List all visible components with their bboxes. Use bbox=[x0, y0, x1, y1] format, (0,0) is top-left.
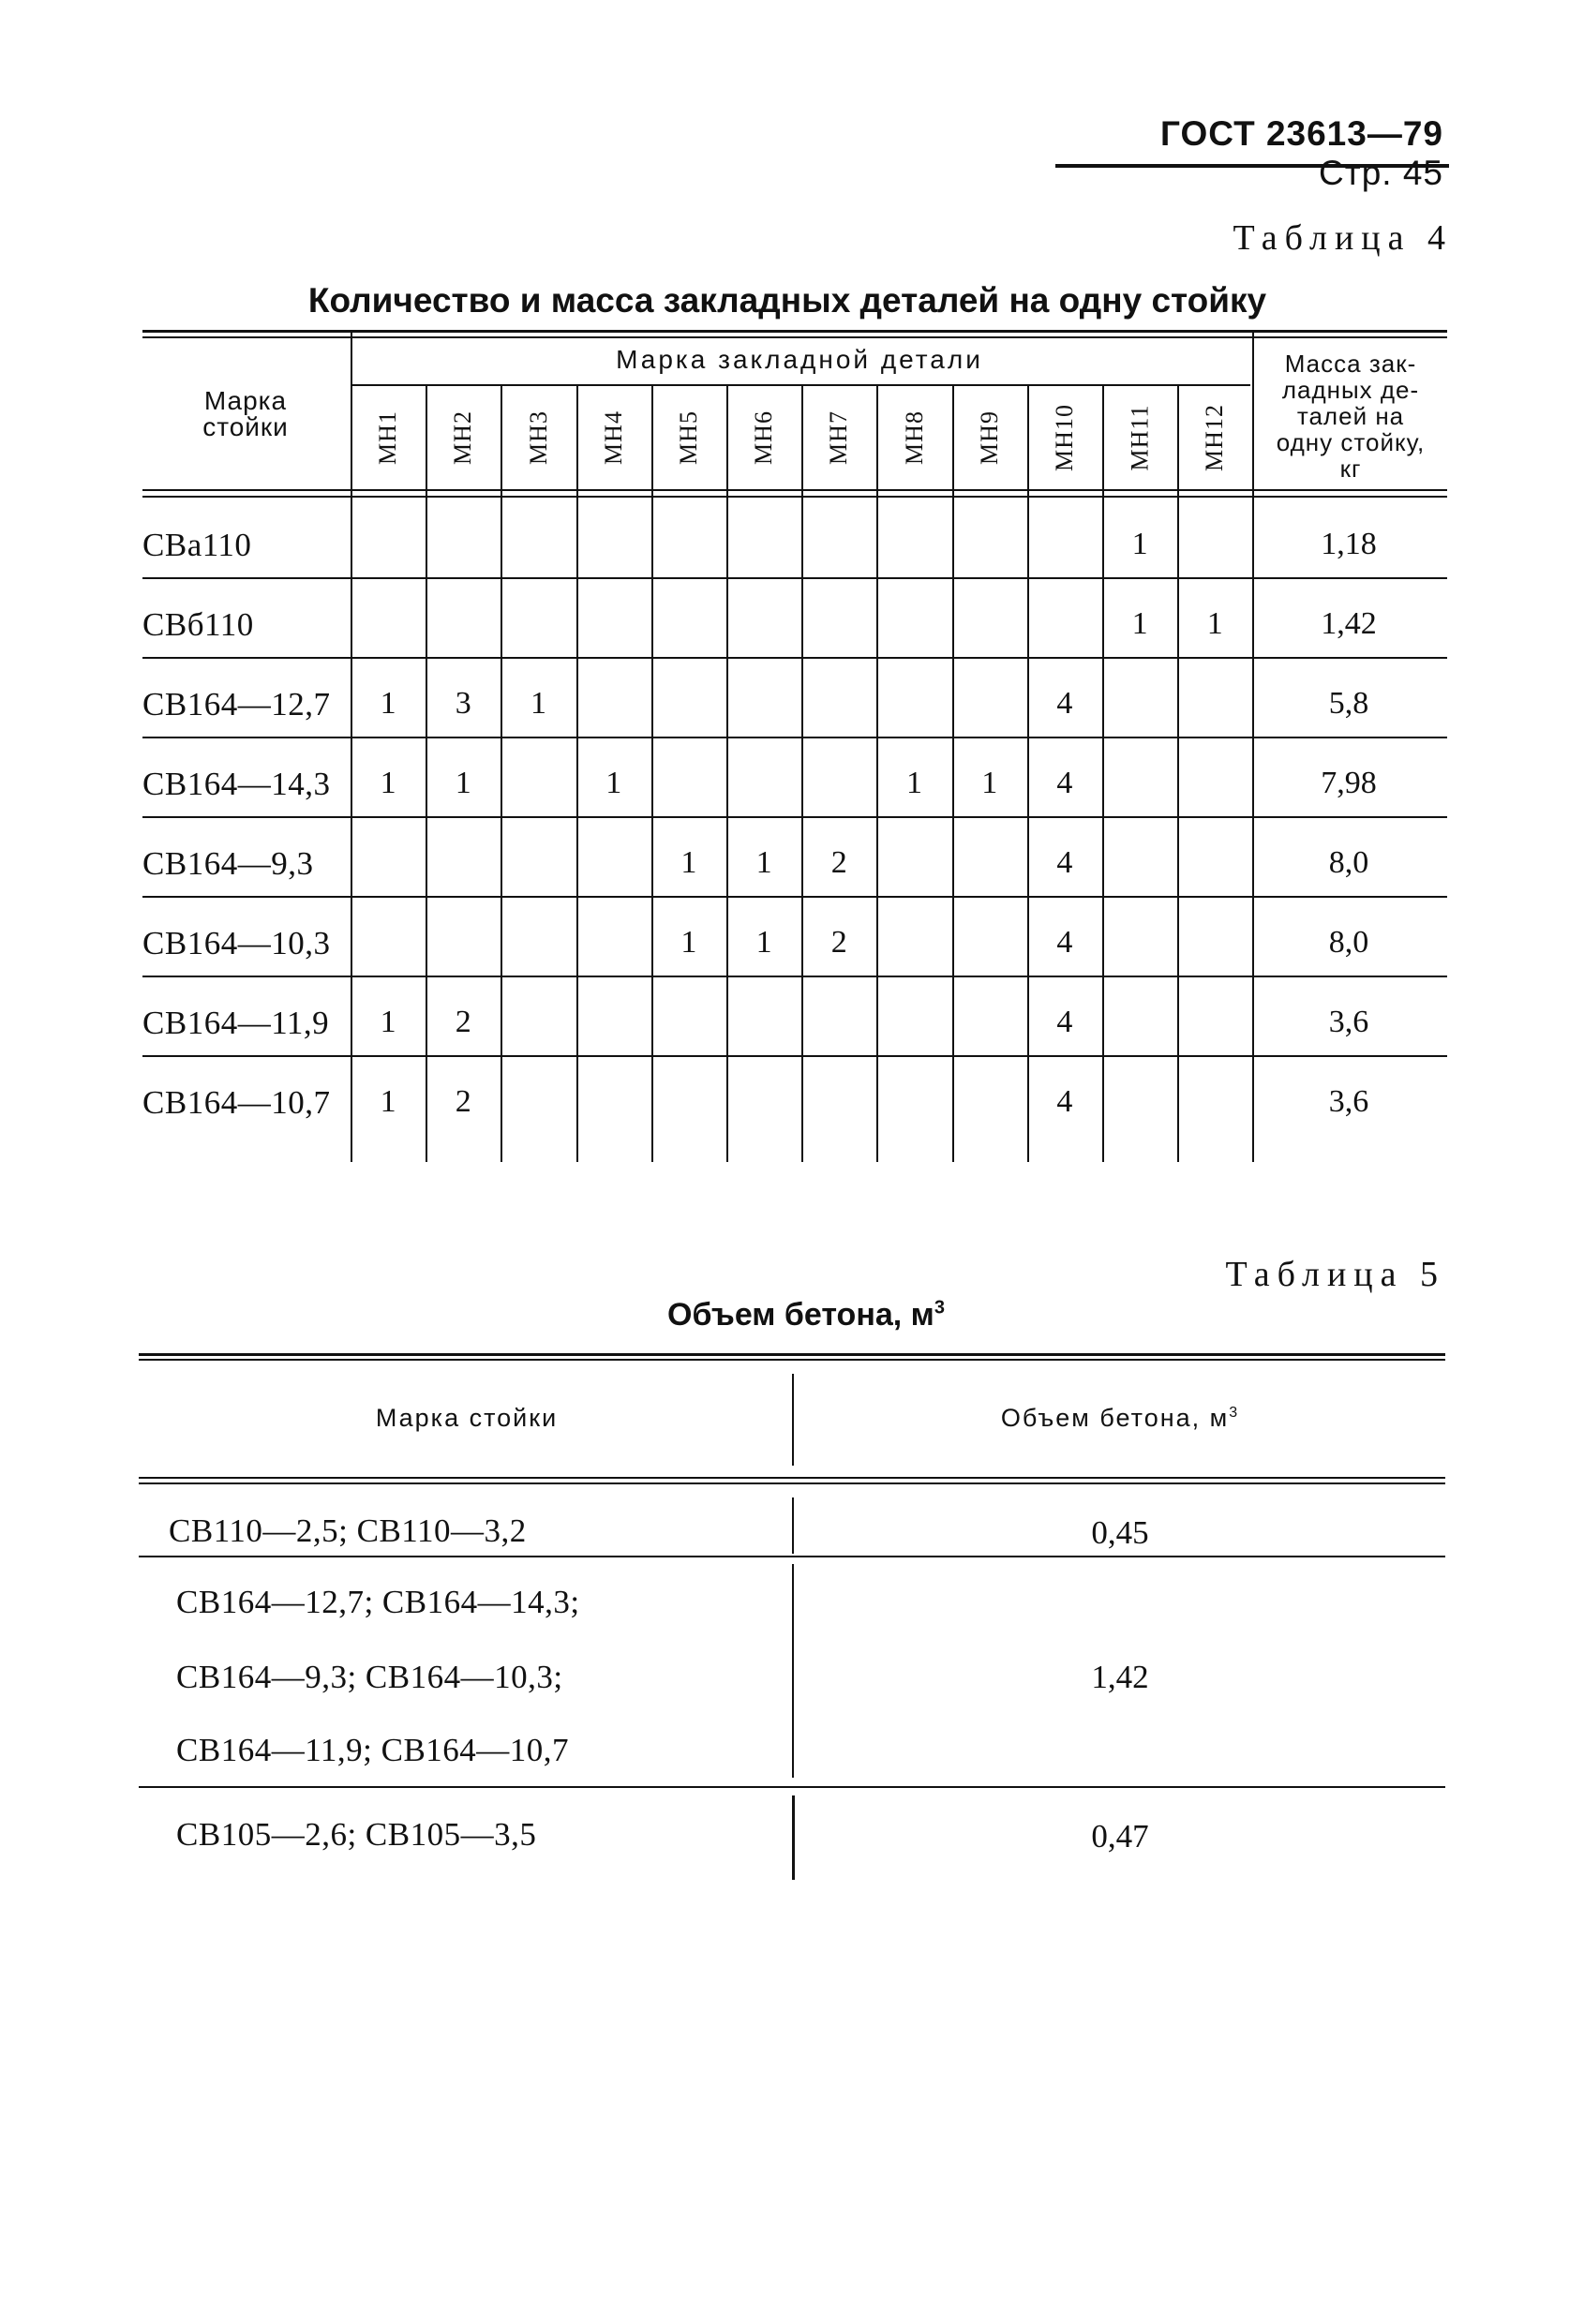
mark-column-header bbox=[142, 388, 349, 440]
table4-cell: 1 bbox=[1206, 606, 1223, 641]
table4-row-mark: СВа110 bbox=[142, 527, 252, 563]
table4-row-mark: СВ164—14,3 bbox=[142, 766, 331, 802]
mass-header-line1: Масса зак- bbox=[1284, 350, 1417, 378]
table4-cell: 3 bbox=[455, 686, 471, 721]
table4-cell: 2 bbox=[455, 1084, 471, 1119]
table4-cell: 1 bbox=[380, 1084, 396, 1119]
table4-cell: 1 bbox=[755, 845, 772, 880]
detail-column-label: МН8 bbox=[900, 410, 928, 465]
table4-cell: 1 bbox=[755, 925, 772, 960]
mass-header-line2: ладных де- bbox=[1281, 376, 1420, 404]
table4-cell: 1 bbox=[380, 686, 396, 721]
table4-cell: 4 bbox=[1056, 925, 1073, 960]
mass-header-line3: талей на bbox=[1296, 402, 1405, 430]
table4-row-rule bbox=[142, 1055, 1447, 1057]
table5-title-sup: 3 bbox=[934, 1297, 945, 1318]
table4-row-mark: СВ164—10,3 bbox=[142, 925, 331, 961]
column-divider bbox=[726, 384, 728, 1162]
table5-header-divider bbox=[792, 1374, 794, 1466]
table4-row-rule bbox=[142, 976, 1447, 977]
mark-header-line2: стойки bbox=[202, 412, 289, 441]
table4-row-rule bbox=[142, 657, 1447, 659]
table4-cell: 1 bbox=[380, 766, 396, 800]
column-divider bbox=[1177, 384, 1179, 1162]
detail-column-label: МН3 bbox=[524, 410, 552, 465]
page-header bbox=[1078, 114, 1443, 193]
table4-caption: Таблица 4 bbox=[1233, 218, 1453, 258]
table4-top-rule bbox=[142, 330, 1447, 333]
table4-row-mass: 8,0 bbox=[1328, 845, 1369, 880]
detail-column-label: МН11 bbox=[1126, 404, 1154, 471]
table5-row3-divider bbox=[792, 1795, 795, 1880]
table4-cell: 1 bbox=[680, 845, 697, 880]
table4-cell: 2 bbox=[830, 845, 847, 880]
table4-row-mark: СВ164—11,9 bbox=[142, 1005, 330, 1041]
table5-row1-divider bbox=[792, 1497, 794, 1554]
header-bottom-rule bbox=[142, 489, 1447, 491]
table5-col2-header bbox=[795, 1404, 1445, 1433]
table4-row-rule bbox=[142, 896, 1447, 898]
table5-row1-marks: СВ110—2,5; СВ110—3,2 bbox=[169, 1512, 527, 1549]
detail-column-label: МН4 bbox=[599, 410, 627, 465]
table4-title: Количество и масса закладных деталей на одну стойку bbox=[307, 281, 1267, 320]
detail-column-label: МН10 bbox=[1050, 404, 1078, 471]
table4-row-mass: 3,6 bbox=[1328, 1005, 1369, 1039]
table5-col2-header-text: Объем бетона, м bbox=[1000, 1404, 1230, 1432]
table4-cell: 1 bbox=[380, 1005, 396, 1039]
table5-caption: Таблица 5 bbox=[1225, 1255, 1445, 1294]
table4-cell: 4 bbox=[1056, 1005, 1073, 1039]
detail-column-label: МН5 bbox=[674, 410, 702, 465]
table5-row3-volume: 0,47 bbox=[1091, 1818, 1149, 1855]
table4-row-mass: 1,18 bbox=[1321, 527, 1377, 561]
detail-column-header bbox=[896, 395, 934, 480]
table5-row1-volume: 0,45 bbox=[1091, 1514, 1149, 1551]
detail-column-header bbox=[971, 395, 1009, 480]
table4-row-rule bbox=[142, 577, 1447, 579]
table4-cell: 4 bbox=[1056, 766, 1073, 800]
table4-cell: 4 bbox=[1056, 845, 1073, 880]
table4-cell: 1 bbox=[455, 766, 471, 800]
table4-cell: 1 bbox=[530, 686, 546, 721]
detail-column-header bbox=[670, 395, 708, 480]
table4-row-mass: 1,42 bbox=[1321, 606, 1377, 641]
table5-row2-rule bbox=[139, 1786, 1445, 1788]
table5-row3-marks: СВ105—2,6; СВ105—3,5 bbox=[176, 1816, 537, 1853]
table5-row2-marks-2: СВ164—9,3; СВ164—10,3; bbox=[176, 1659, 563, 1695]
mark-header-line1: Марка bbox=[203, 386, 288, 415]
table5-col2-header-sup: 3 bbox=[1229, 1405, 1240, 1421]
detail-column-header bbox=[369, 395, 407, 480]
table5-row2-marks-1: СВ164—12,7; СВ164—14,3; bbox=[176, 1584, 580, 1620]
table4-row-rule bbox=[142, 737, 1447, 738]
table4-cell: 2 bbox=[830, 925, 847, 960]
detail-column-label: МН6 bbox=[750, 410, 778, 465]
table4-row-mass: 7,98 bbox=[1321, 766, 1377, 800]
table4-cell: 1 bbox=[905, 766, 922, 800]
detail-column-label: МН12 bbox=[1201, 404, 1229, 471]
detail-column-label: МН9 bbox=[975, 410, 1003, 465]
table4 bbox=[142, 330, 1447, 1162]
detail-column-label: МН2 bbox=[449, 410, 477, 465]
table4-row-mark: СВ164—9,3 bbox=[142, 845, 314, 882]
detail-column-header bbox=[1121, 395, 1158, 480]
mass-header-line4: одну стойку, bbox=[1276, 428, 1426, 456]
table4-row-mark: СВ164—12,7 bbox=[142, 686, 331, 723]
table5-header-rule-2 bbox=[139, 1482, 1445, 1484]
detail-column-header bbox=[444, 395, 482, 480]
table5-row1-rule bbox=[139, 1556, 1445, 1557]
table4-row-mass: 8,0 bbox=[1328, 925, 1369, 960]
mass-header-line5: кг bbox=[1339, 454, 1362, 483]
table4-cell: 2 bbox=[455, 1005, 471, 1039]
table5-row2-divider bbox=[792, 1564, 794, 1778]
header-rule bbox=[1055, 164, 1449, 168]
column-divider bbox=[501, 384, 502, 1162]
table4-cell: 1 bbox=[680, 925, 697, 960]
mass-column-header bbox=[1254, 350, 1447, 482]
table5-col1-header: Марка стойки bbox=[375, 1404, 559, 1432]
header-bottom-rule-2 bbox=[142, 496, 1447, 498]
table4-row-mark: СВб110 bbox=[142, 606, 254, 643]
table5-row2-marks-3: СВ164—11,9; СВ164—10,7 bbox=[176, 1732, 570, 1768]
standard-code: ГОСТ 23613—79 bbox=[1160, 114, 1443, 153]
column-divider bbox=[651, 384, 653, 1162]
detail-column-label: МН7 bbox=[825, 410, 853, 465]
detail-column-header bbox=[1196, 395, 1233, 480]
detail-column-header bbox=[520, 395, 558, 480]
table5-row2-volume: 1,42 bbox=[1091, 1659, 1149, 1695]
table4-row-mark: СВ164—10,7 bbox=[142, 1084, 331, 1121]
table4-cell: 1 bbox=[605, 766, 622, 800]
table4-row-mass: 5,8 bbox=[1328, 686, 1369, 721]
table5-top-rule bbox=[139, 1353, 1445, 1356]
group-header-rule bbox=[351, 384, 1250, 386]
table5-title-text: Объем бетона, м bbox=[667, 1297, 934, 1333]
detail-column-label: МН1 bbox=[374, 410, 402, 465]
table4-cell: 1 bbox=[1131, 606, 1148, 641]
detail-column-header bbox=[595, 395, 633, 480]
table5-header-rule bbox=[139, 1477, 1445, 1479]
page-number: Стр. 45 bbox=[1319, 154, 1443, 192]
table5 bbox=[139, 1353, 1445, 1859]
table4-row-mass: 3,6 bbox=[1328, 1084, 1369, 1119]
group-header: Марка закладной детали bbox=[616, 345, 983, 374]
detail-column-header bbox=[820, 395, 858, 480]
table5-top-rule-2 bbox=[139, 1359, 1445, 1361]
column-divider bbox=[1102, 384, 1104, 1162]
detail-column-header bbox=[745, 395, 783, 480]
table4-cell: 1 bbox=[1131, 527, 1148, 561]
table4-cell: 4 bbox=[1056, 686, 1073, 721]
table4-row-rule bbox=[142, 816, 1447, 818]
detail-column-header bbox=[1046, 395, 1083, 480]
column-divider bbox=[801, 384, 803, 1162]
table4-top-rule-2 bbox=[142, 336, 1447, 338]
table4-cell: 4 bbox=[1056, 1084, 1073, 1119]
table4-cell: 1 bbox=[981, 766, 998, 800]
table5-title bbox=[562, 1297, 1050, 1333]
